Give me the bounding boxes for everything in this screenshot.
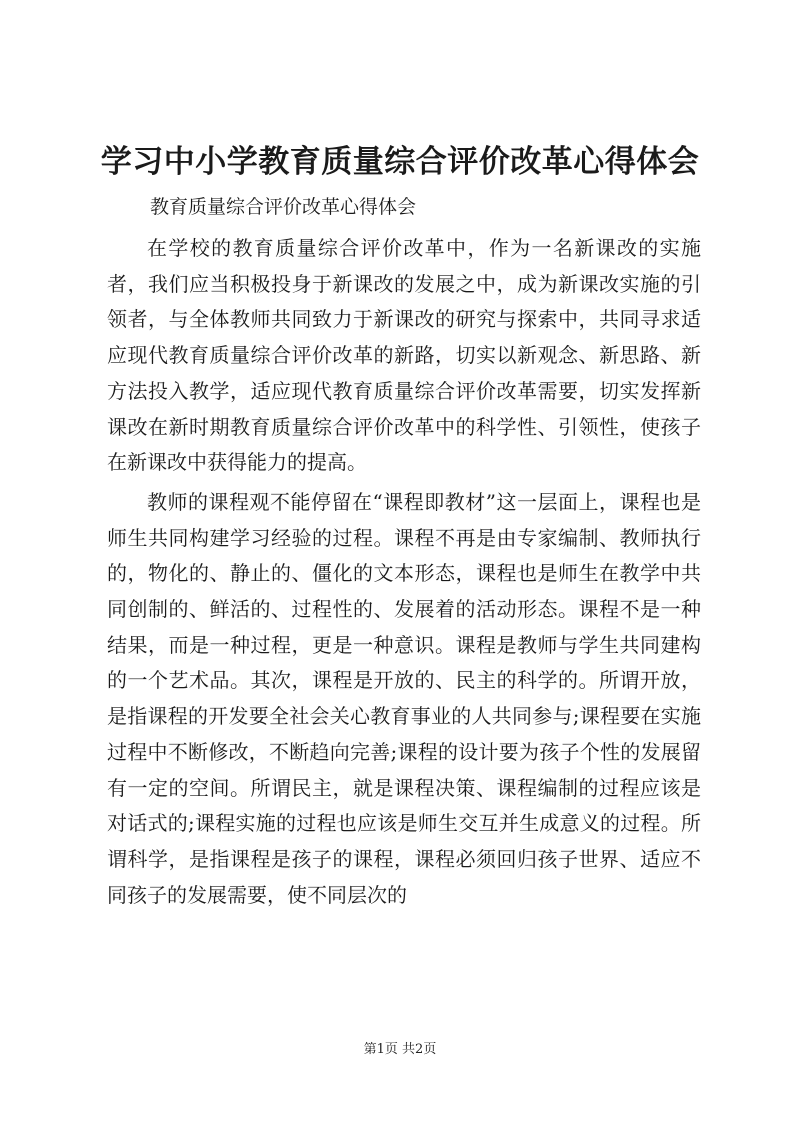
body-paragraph-2: 教师的课程观不能停留在“课程即教材”这一层面上，课程也是师生共同构建学习经验的过程。课程不再是由专家编制、教师执行的，物化的、静止的、僵化的文本形态，课程也是师生在教学中共同创制的、鲜活的、过程性的、发展着的活动形态。课程不是一种结果，而是一种过程，更是一种意识。课程是教师与学生共同建构的一个艺术品。其次，课程是开放的、民主的科学的。所谓开放，是指课程的开发要全社会关心教育事业的人共同参与;课程要在实施过程中不断修改，不断趋向完善;课程的设计要为孩子个性的发展留有一定的空间。所谓民主，就是课程决策、课程编制的过程应该是对话式的;课程实施的过程也应该是师生交互并生成意义的过程。所谓科学，是指课程是孩子的课程，课程必须回归孩子世界、适应不同孩子的发展需要，使不同层次的 xyxy=(107,489,701,907)
body-paragraph-1: 在学校的教育质量综合评价改革中，作为一名新课改的实施者，我们应当积极投身于新课改的发展之中，成为新课改实施的引领者，与全体教师共同致力于新课改的研究与探索中，共同寻求适应现代教育质量综合评价改革的新路，切实以新观念、新思路、新方法投入教学，适应现代教育质量综合评价改革需要，切实发挥新课改在新时期教育质量综合评价改革中的科学性、引领性，使孩子在新课改中获得能力的提高。 xyxy=(107,236,701,475)
page-footer xyxy=(0,1040,800,1060)
page-number-label: 第1页 共2页 xyxy=(363,1042,437,1057)
document-body xyxy=(107,231,701,913)
document-title: 学习中小学教育质量综合评价改革心得体会 xyxy=(100,144,700,180)
document-subtitle: 教育质量综合评价改革心得体会 xyxy=(150,196,417,218)
